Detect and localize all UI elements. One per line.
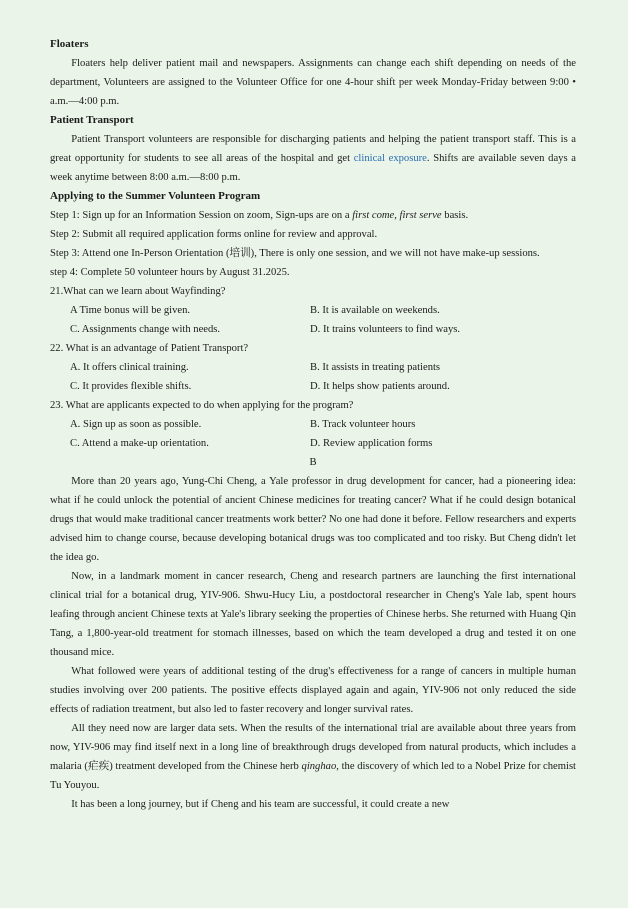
floaters-paragraph: Floaters help deliver patient mail and newspapers. Assignments can change each shift depending on needs of the department, Volunteers are assigned to the Volunteer Office for one 4-hour shift per week Monday-Friday between 9:00 • a.m.—4:00 p.m.	[50, 58, 576, 107]
option-c: C. Attend a make-up orientation.	[70, 438, 209, 449]
option-d: D. It helps show patients around.	[310, 381, 450, 392]
option-a: A Time bonus will be given.	[70, 305, 191, 316]
step-1-text-end: basis.	[441, 210, 469, 221]
option-b: B. Track volunteer hours	[310, 419, 416, 430]
question-stem: 21.What can we learn about Wayfinding?	[50, 286, 226, 297]
passage-b-paragraph-1: More than 20 years ago, Yung-Chi Cheng, a Yale professor in drug development for cancer, had a pioneering idea: what if he could unlock the potential of ancient Chinese medicines for treating cancer? What if he could design botanical drugs that would make traditional cancer treatments work better? No one had done it before. Fellow researchers and experts advised him to change course, because developing botanical drugs was too complicated and too risky. But Cheng didn't let the idea go.	[50, 476, 576, 563]
passage-b-paragraph-3: What followed were years of additional testing of the drug's effectiveness for a range of cancers in multiple human studies involving over 200 patients. The positive effects displayed again and again, YIV-906 not only reduced the side effects of radiation treatment, but also led to faster recovery and longer survival rates.	[50, 666, 576, 715]
paragraph-4-text-end: , the discovery of which led to a Nobel Prize for chemist Tu Youyou.	[50, 761, 577, 791]
option-b: B. It is available on weekends.	[310, 305, 440, 316]
option-d: D. Review application forms	[310, 438, 433, 449]
passage-b-paragraph-2: Now, in a landmark moment in cancer research, Cheng and research partners are launching the first international clinical trial for a botanical drug, YIV-906. Shwu-Hucy Liu, a postdoctoral researcher in Cheng's Yale lab, spent hours leafing through ancient Chinese texts at Yale's library seeking the properties of Chinese herbs. She returned with Huang Qin Tang, a 1,800-year-old treatment for stomach illnesses, based on which the team developed a drug and tested it on one thousand mice.	[50, 571, 576, 658]
passage-b-paragraph-4	[50, 719, 576, 795]
section-b-label: B	[309, 457, 317, 468]
option-d: D. It trains volunteers to find ways.	[310, 324, 461, 335]
step-4: step 4: Complete 50 volunteer hours by August 31.2025.	[50, 267, 290, 278]
question-23	[50, 396, 576, 453]
patient-transport-paragraph	[50, 130, 576, 187]
patient-transport-heading: Patient Transport	[50, 114, 134, 126]
step-1-text: Step 1: Sign up for an Information Session on zoom, Sign-ups are on a	[50, 210, 353, 221]
option-c: C. It provides flexible shifts.	[70, 381, 192, 392]
question-22	[50, 339, 576, 396]
step-2: Step 2: Submit all required application forms online for review and approval.	[50, 229, 378, 240]
question-stem: 22. What is an advantage of Patient Transport?	[50, 343, 249, 354]
question-21	[50, 282, 576, 339]
paragraph-4-text: All they need now are larger data sets. When the results of the international trial are available about three years from now, YIV-906 may find itself next in a long line of breakthrough drugs developed from natural products, which includes a malaria (疟疾) treatment developed from the Chinese herb	[50, 723, 576, 772]
option-a: A. It offers clinical training.	[70, 362, 189, 373]
patient-transport-text-end: . Shifts are available seven days a week anytime between 8:00 a.m.—8:00 p.m.	[50, 153, 576, 183]
step-1	[50, 206, 576, 225]
applying-heading: Applying to the Summer Volunteen Program	[50, 190, 261, 202]
question-options	[50, 358, 576, 396]
clinical-exposure-link[interactable]: clinical exposure	[353, 153, 427, 164]
step-1-emphasis: first come, first serve	[352, 210, 442, 221]
question-options	[50, 415, 576, 453]
floaters-heading: Floaters	[50, 38, 89, 50]
patient-transport-text: Patient Transport volunteers are responsible for discharging patients and helping the patient transport staff. This is a great opportunity for students to see all areas of the hospital and get	[50, 134, 576, 164]
step-3: Step 3: Attend one In-Person Orientation (培训), There is only one session, and we will not have make-up sessions.	[50, 248, 540, 259]
qinghao-term: qinghao	[301, 761, 337, 772]
option-a: A. Sign up as soon as possible.	[70, 419, 202, 430]
option-b: B. It assists in treating patients	[310, 362, 441, 373]
option-c: C. Assignments change with needs.	[70, 324, 221, 335]
question-options	[50, 301, 576, 339]
question-stem: 23. What are applicants expected to do when applying for the program?	[50, 400, 354, 411]
passage-b-paragraph-5: It has been a long journey, but if Cheng and his team are successful, it could create a new	[71, 799, 450, 810]
